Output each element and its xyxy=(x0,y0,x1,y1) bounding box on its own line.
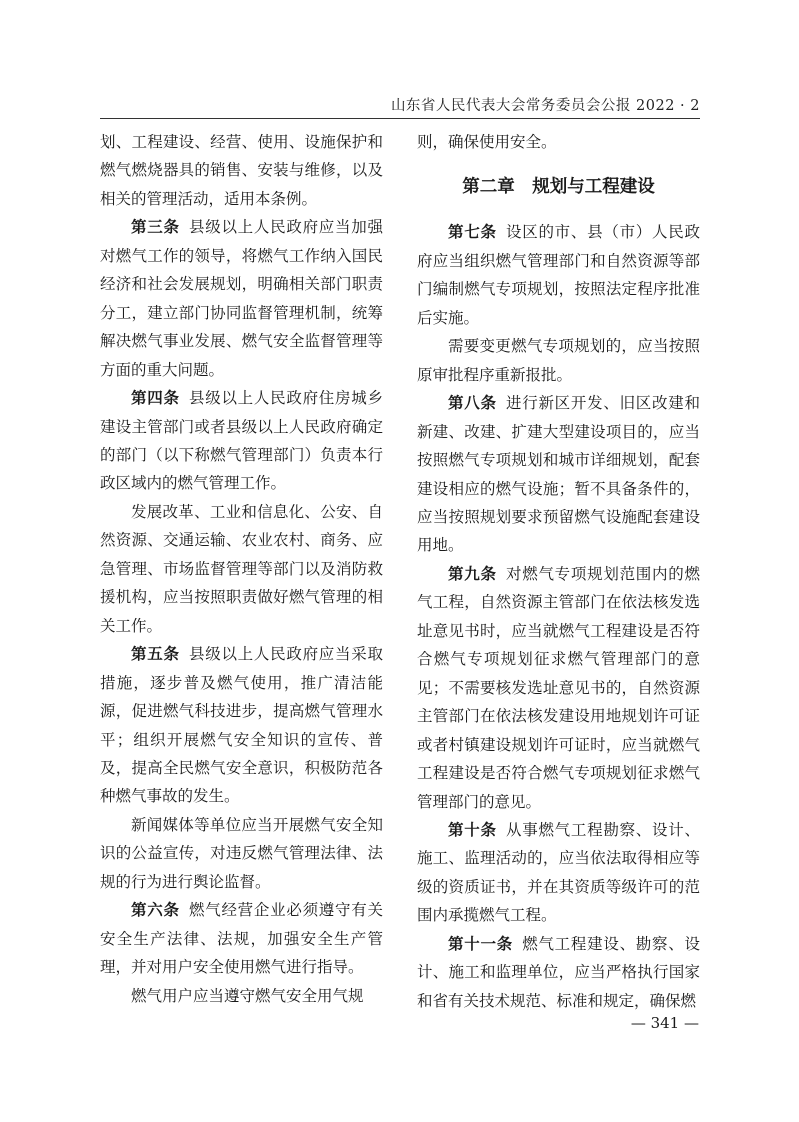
article-paragraph xyxy=(100,896,383,981)
paragraph-text: 发展改革、工业和信息化、公安、自然资源、交通运输、农业农村、商务、应急管理、市场监督管理等部门以及消防救援机构，应当按照职责做好燃气管理的相关工作。 xyxy=(100,502,383,635)
left-column xyxy=(100,128,383,1010)
article-paragraph xyxy=(417,816,700,930)
article-number: 第三条 xyxy=(131,218,180,237)
paragraph-text: 县级以上人民政府住房城乡建设主管部门或者县级以上人民政府确定的部门（以下称燃气管理部门）负责本行政区域内的燃气管理工作。 xyxy=(100,389,383,493)
article-number: 第十条 xyxy=(448,820,497,839)
article-paragraph xyxy=(100,213,383,384)
paragraph xyxy=(100,811,383,896)
paragraph-text: 则，确保使用安全。 xyxy=(417,133,557,151)
paragraph-text: 燃气工程建设、勘察、设计、施工和监理单位，应当严格执行国家和省有关技术规范、标准和规定，确保燃 xyxy=(417,934,700,1010)
article-number: 第五条 xyxy=(131,645,180,664)
paragraph xyxy=(100,982,383,1010)
article-number: 第十一条 xyxy=(448,934,513,953)
paragraph-text: 新闻媒体等单位应当开展燃气安全知识的公益宣传，对违反燃气管理法律、法规的行为进行舆论监督。 xyxy=(100,815,383,891)
paragraph-text: 设区的市、县（市）人民政府应当组织燃气管理部门和自然资源等部门编制燃气专项规划，按照法定程序批准后实施。 xyxy=(417,223,700,327)
right-column xyxy=(417,128,700,1015)
paragraph-text: 从事燃气工程勘察、设计、施工、监理活动的，应当依法取得相应等级的资质证书，并在其资质等级许可的范围内承揽燃气工程。 xyxy=(417,820,700,925)
paragraph-text: 需要变更燃气专项规划的，应当按照原审批程序重新报批。 xyxy=(417,337,700,384)
article-paragraph xyxy=(100,640,383,811)
header-title: 山东省人民代表大会常务委员会公报 2022 · 2 xyxy=(390,98,700,114)
paragraph-text: 县级以上人民政府应当采取措施，逐步普及燃气使用，推广清洁能源，促进燃气科技进步，提高燃气管理水平；组织开展燃气安全知识的宣传、普及，提高全民燃气安全意识，积极防范各种燃气事故的发生。 xyxy=(100,645,383,806)
paragraph xyxy=(417,128,700,156)
article-number: 第四条 xyxy=(131,389,180,408)
paragraph-text: 县级以上人民政府应当加强对燃气工作的领导，将燃气工作纳入国民经济和社会发展规划，明确相关部门职责分工，建立部门协同监督管理机制，统筹解决燃气事业发展、燃气安全监督管理等方面的重大问题。 xyxy=(100,218,383,379)
chapter-title: 第二章 规划与工程建设 xyxy=(462,177,655,198)
paragraph xyxy=(100,128,383,213)
paragraph xyxy=(100,498,383,640)
article-paragraph xyxy=(417,930,700,1015)
article-number: 第九条 xyxy=(448,564,497,583)
paragraph-text: 对燃气专项规划范围内的燃气工程，自然资源主管部门在依法核发选址意见书时，应当就燃气工程建设是否符合燃气专项规划征求燃气管理部门的意见；不需要核发选址意见书的，自然资源主管部门在依法核发建设用地规划许可证或者村镇建设规划许可证时，应当就燃气工程建设是否符合燃气专项规划征求燃气管理部门的意见。 xyxy=(417,564,700,811)
paragraph-text: 燃气经营企业必须遵守有关安全生产法律、法规，加强安全生产管理，并对用户安全使用燃气进行指导。 xyxy=(100,901,383,977)
article-number: 第八条 xyxy=(448,394,497,413)
page-number: — 341 — xyxy=(630,1014,699,1032)
paragraph-text: 燃气用户应当遵守燃气安全用气规 xyxy=(131,986,364,1005)
article-paragraph xyxy=(417,389,700,560)
paragraph-text: 进行新区开发、旧区改建和新建、改建、扩建大型建设项目的，应当按照燃气专项规划和城市详细规划，配套建设相应的燃气设施；暂不具备条件的，应当按照规划要求预留燃气设施配套建设用地。 xyxy=(417,394,700,555)
article-number: 第六条 xyxy=(131,901,180,920)
article-paragraph xyxy=(100,384,383,498)
article-paragraph xyxy=(417,218,700,332)
article-number: 第七条 xyxy=(448,223,497,242)
article-paragraph xyxy=(417,560,700,816)
paragraph xyxy=(417,332,700,389)
page-header xyxy=(100,92,700,119)
paragraph-text: 划、工程建设、经营、使用、设施保护和燃气燃烧器具的销售、安装与维修，以及相关的管理活动，适用本条例。 xyxy=(100,133,383,208)
